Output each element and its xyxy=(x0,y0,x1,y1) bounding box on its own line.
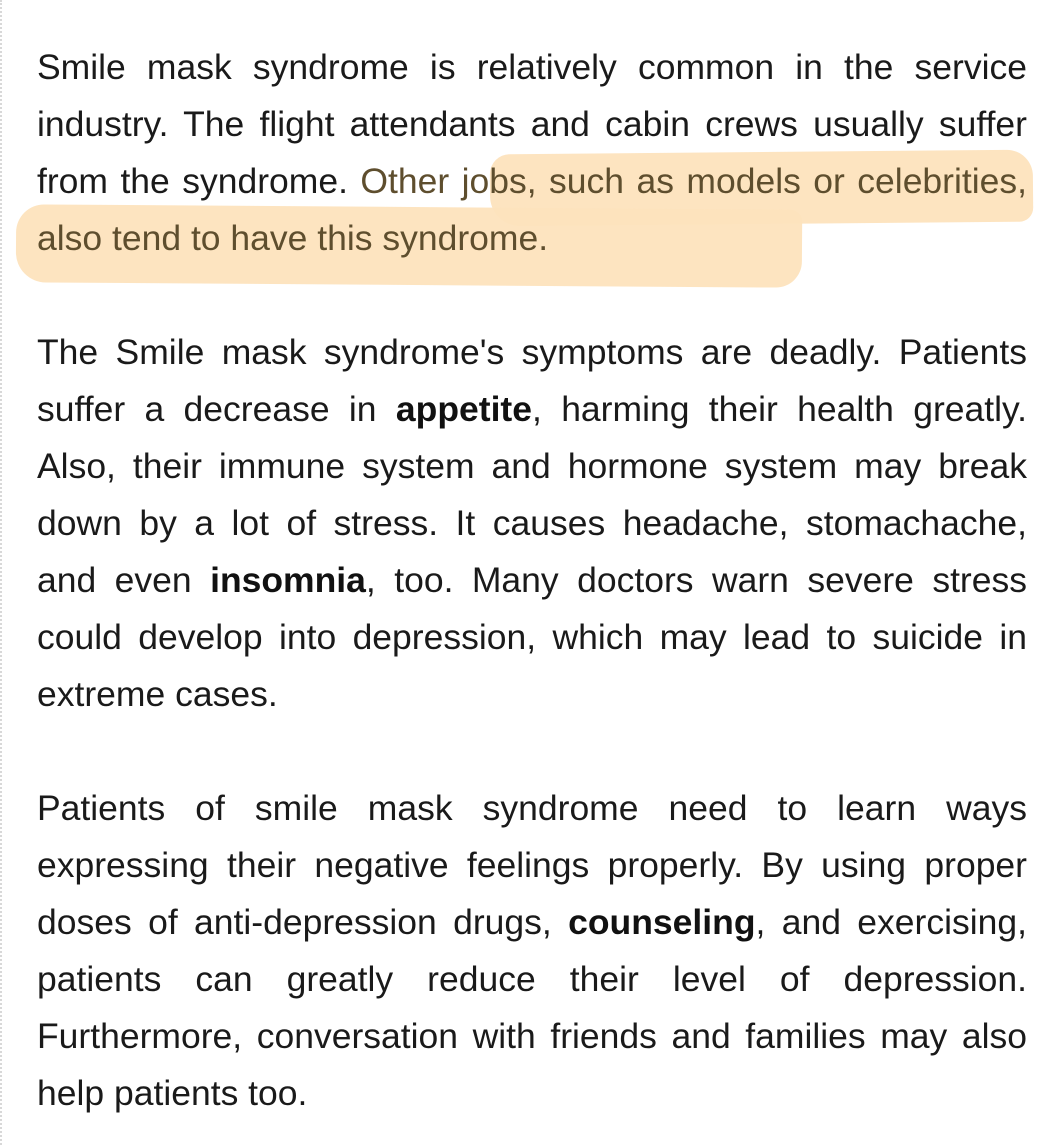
paragraph-3-text-a: Patients of smile mask syndrome need to learn ways expressing their negative feelings properly. By using proper doses of anti-depression drugs, xyxy=(37,788,1027,942)
left-edge-divider xyxy=(0,0,5,1145)
bold-term-counseling: counseling xyxy=(568,902,756,942)
highlighted-text[interactable]: Other jobs, such as models or celebrities, also tend to have this syndrome. xyxy=(37,161,1027,258)
paragraph-3 xyxy=(37,780,1027,1122)
paragraph-1-text: Smile mask syndrome is relatively common in the service industry. The flight attendants and cabin crews usually suffer from the syndrome. xyxy=(37,47,1027,201)
paragraph-2-text-b: , harming their health greatly. Also, their immune system and hormone system may break down by a lot of stress. It causes headache, stomachache, and even xyxy=(37,389,1027,600)
paragraph-2-text-a: The Smile mask syndrome's symptoms are deadly. Patients suffer a decrease in xyxy=(37,332,1027,429)
paragraph-3-text-b: , and exercising, patients can greatly reduce their level of depression. Furthermore, conversation with friends and families may also help patients too. xyxy=(37,902,1027,1113)
bold-term-insomnia: insomnia xyxy=(210,560,366,600)
article-body xyxy=(37,39,1027,1122)
paragraph-1 xyxy=(37,39,1027,267)
paragraph-2-text-c: , too. Many doctors warn severe stress could develop into depression, which may lead to suicide in extreme cases. xyxy=(37,560,1027,714)
paragraph-2 xyxy=(37,324,1027,723)
bold-term-appetite: appetite xyxy=(395,389,532,429)
